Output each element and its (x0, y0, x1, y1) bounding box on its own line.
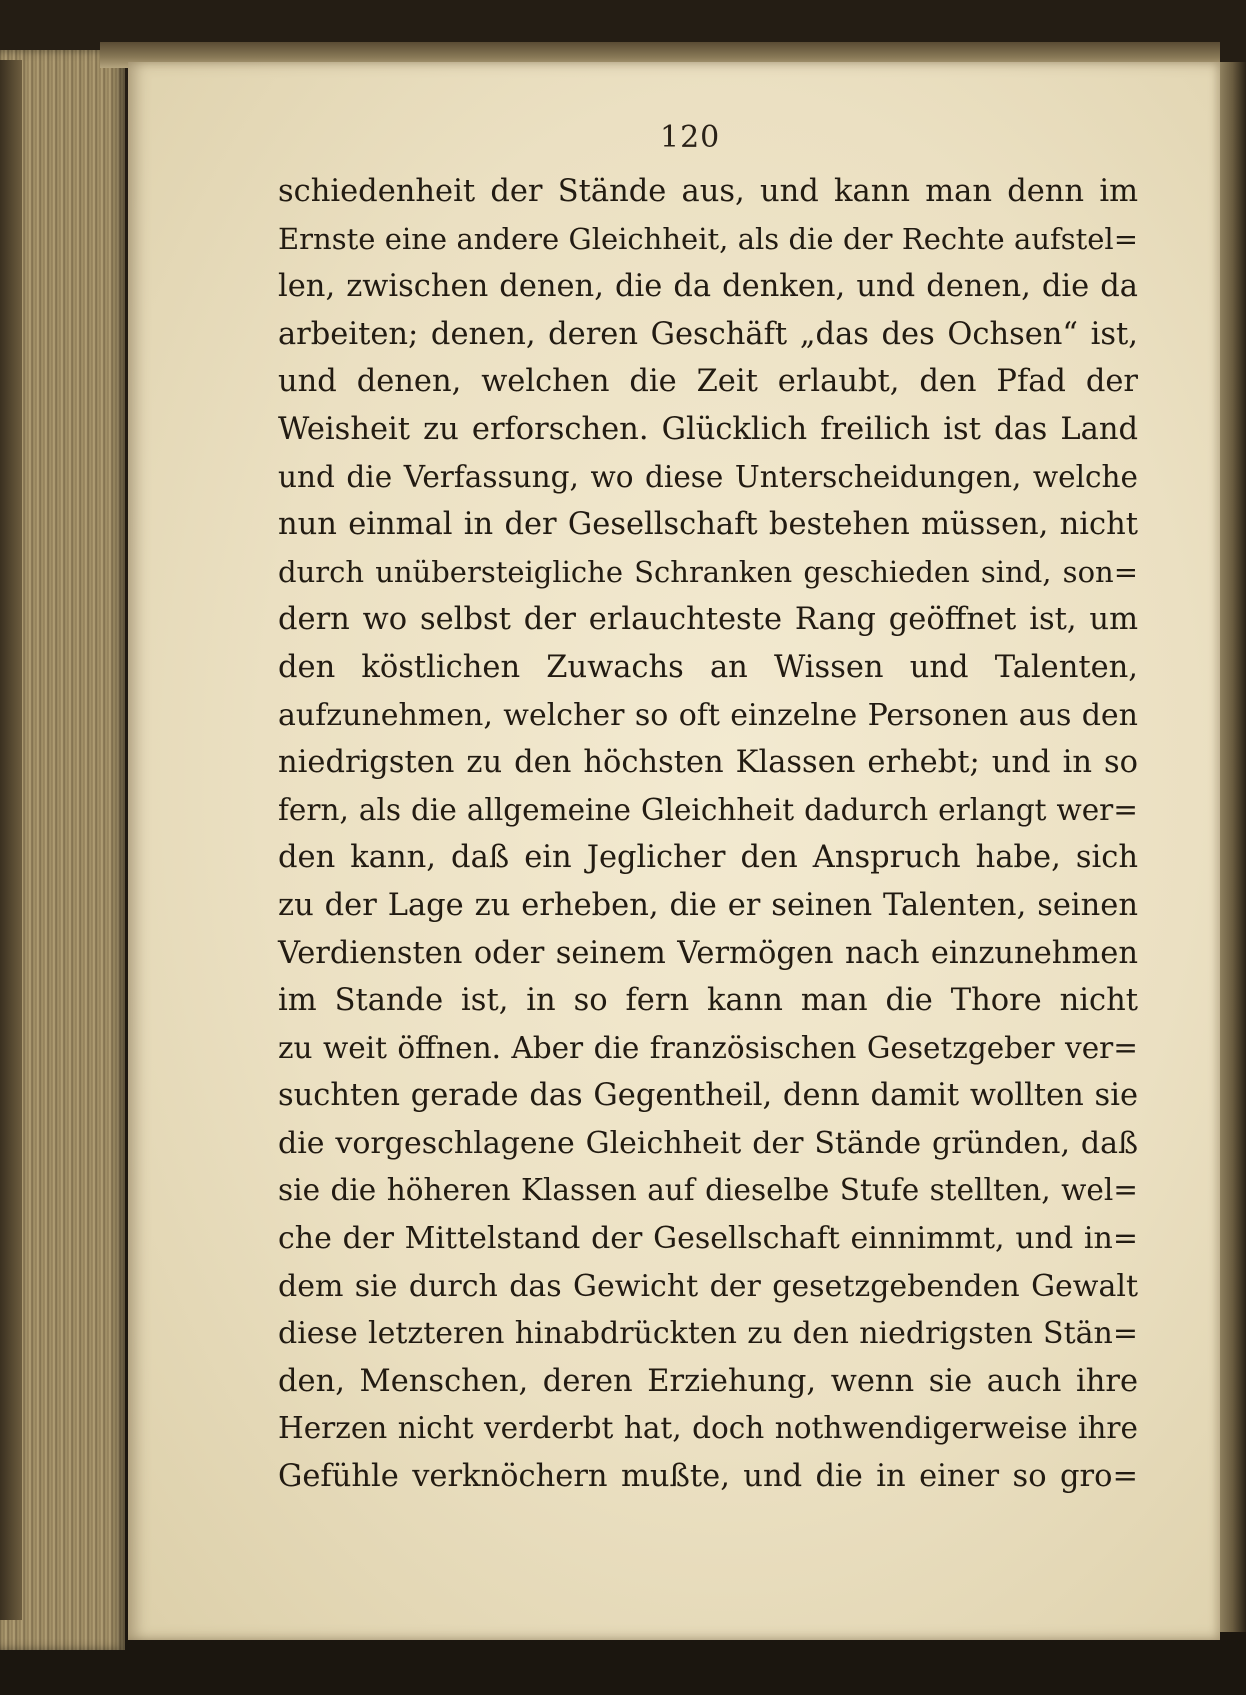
text-line: und die Verfassung, wo diese Unterscheidungen, welche (278, 459, 1138, 494)
text-line: Weisheit zu erforschen. Glücklich freilich ist das Land (278, 411, 1138, 447)
text-line: und denen, welchen die Zeit erlaubt, den Pfad der (278, 364, 1138, 400)
text-line: zu weit öffnen. Aber die französischen Gesetzgeber ver= (278, 1030, 1138, 1065)
book-spine-edge (0, 60, 22, 1620)
text-line: nun einmal in der Gesellschaft bestehen müssen, nicht (278, 507, 1138, 543)
text-line: die vorgeschlagene Gleichheit der Stände gründen, daß (278, 1125, 1138, 1161)
text-line: aufzunehmen, welcher so oft einzelne Personen aus den (278, 697, 1138, 733)
body-text (278, 168, 1138, 1501)
text-line: diese letzteren hinabdrückten zu den niedrigsten Stän= (278, 1316, 1138, 1352)
text-line: durch unübersteigliche Schranken geschieden sind, son= (278, 554, 1138, 589)
text-line: dem sie durch das Gewicht der gesetzgebenden Gewalt (278, 1268, 1138, 1304)
text-line: schiedenheit der Stände aus, und kann man denn im (278, 174, 1138, 209)
text-line: arbeiten; denen, deren Geschäft „das des Ochsen“ ist, (278, 316, 1138, 352)
text-line: niedrigsten zu den höchsten Klassen erhebt; und in so (278, 745, 1138, 781)
text-line: den, Menschen, deren Erziehung, wenn sie auch ihre (278, 1363, 1138, 1399)
text-line: zu der Lage zu erheben, die er seinen Talenten, seinen (278, 887, 1138, 923)
text-line: suchten gerade das Gegentheil, denn damit wollten sie (278, 1078, 1138, 1114)
text-line: den kann, daß ein Jeglicher den Anspruch habe, sich (278, 840, 1138, 876)
text-line: sie die höheren Klassen auf dieselbe Stufe stellten, wel= (278, 1173, 1138, 1208)
text-line: che der Mittelstand der Gesellschaft einnimmt, und in= (278, 1221, 1138, 1257)
text-line: Ernste eine andere Gleichheit, als die der Rechte aufstel= (278, 221, 1138, 256)
text-line: dern wo selbst der erlauchteste Rang geöffnet ist, um (278, 602, 1138, 638)
text-line: Verdiensten oder seinem Vermögen nach einzunehmen (278, 935, 1138, 971)
text-line: den köstlichen Zuwachs an Wissen und Talenten, (278, 649, 1138, 685)
text-line: Gefühle verknöchern mußte, und die in einer so gro= (278, 1459, 1138, 1495)
text-line: im Stande ist, in so fern kann man die Thore nicht (278, 983, 1138, 1019)
text-line: Herzen nicht verderbt hat, doch nothwendigerweise ihre (278, 1411, 1138, 1446)
page-number: 120 (660, 120, 721, 155)
text-line: fern, als die allgemeine Gleichheit dadurch erlangt wer= (278, 792, 1138, 827)
text-line: len, zwischen denen, die da denken, und denen, die da (278, 269, 1138, 305)
